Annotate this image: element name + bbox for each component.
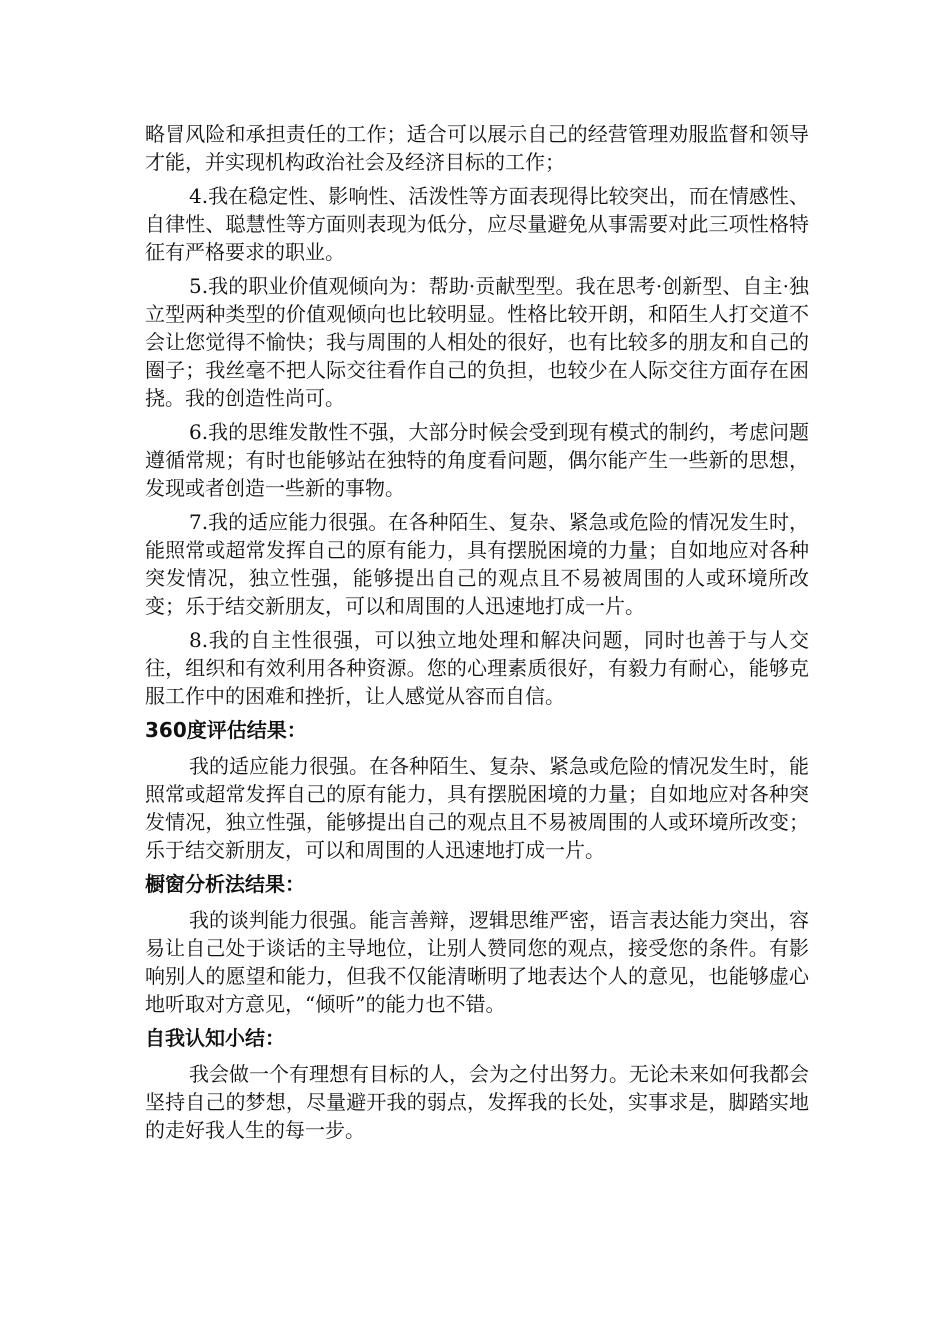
- paragraph-item-6: 6.我的思维发散性不强，大部分时候会受到现有模式的制约，考虑问题遵循常规；有时也能够站在独特的角度看问题，偶尔能产生一些新的思想，发现或者创造一些新的事物。: [145, 420, 809, 500]
- section-heading-360: 360度评估结果：: [145, 718, 307, 742]
- paragraph-continued: 略冒风险和承担责任的工作；适合可以展示自己的经营管理劝服监督和领导才能，并实现机构政治社会及经济目标的工作；: [145, 122, 809, 174]
- section-body-self-summary: 我会做一个有理想有目标的人，会为之付出努力。无论未来如何我都会坚持自己的梦想，尽量避开我的弱点，发挥我的长处，实事求是，脚踏实地的走好我人生的每一步。: [145, 1062, 809, 1142]
- section-heading-window-analysis: 橱窗分析法结果：: [145, 872, 305, 896]
- section-heading-self-summary: 自我认知小结：: [145, 1026, 285, 1050]
- section-body-window-analysis: 我的谈判能力很强。能言善辩，逻辑思维严密，语言表达能力突出，容易让自己处于谈话的主导地位，让别人赞同您的观点，接受您的条件。有影响别人的愿望和能力，但我不仅能清晰明了地表达个人的意见，也能够虚心地听取对方意见，“倾听”的能力也不错。: [145, 908, 809, 1016]
- paragraph-item-8: 8.我的自主性很强，可以独立地处理和解决问题，同时也善于与人交往，组织和有效利用各种资源。您的心理素质很好，有毅力有耐心，能够克服工作中的困难和挫折，让人感觉从容而自信。: [145, 628, 809, 708]
- paragraph-item-7: 7.我的适应能力很强。在各种陌生、复杂、紧急或危险的情况发生时，能照常或超常发挥自己的原有能力，具有摆脱困境的力量；自如地应对各种突发情况，独立性强，能够提出自己的观点且不易被周围的人或环境所改变；乐于结交新朋友，可以和周围的人迅速地打成一片。: [145, 510, 809, 618]
- document-body: [145, 120, 809, 1150]
- paragraph-item-5: 5.我的职业价值观倾向为：帮助·贡献型型。我在思考·创新型、自主·独立型两种类型的价值观倾向也比较明显。性格比较开朗，和陌生人打交道不会让您觉得不愉快；我与周围的人相处的很好，也有比较多的朋友和自己的圈子；我丝毫不把人际交往看作自己的负担，也较少在人际交往方面存在困挠。我的创造性尚可。: [145, 274, 809, 410]
- paragraph-item-4: 4.我在稳定性、影响性、活泼性等方面表现得比较突出，而在情感性、自律性、聪慧性等方面则表现为低分，应尽量避免从事需要对此三项性格特征有严格要求的职业。: [145, 184, 809, 264]
- section-body-360: 我的适应能力很强。在各种陌生、复杂、紧急或危险的情况发生时，能照常或超常发挥自己的原有能力，具有摆脱困境的力量；自如地应对各种突发情况，独立性强，能够提出自己的观点且不易被周围的人或环境所改变；乐于结交新朋友，可以和周围的人迅速地打成一片。: [145, 754, 809, 862]
